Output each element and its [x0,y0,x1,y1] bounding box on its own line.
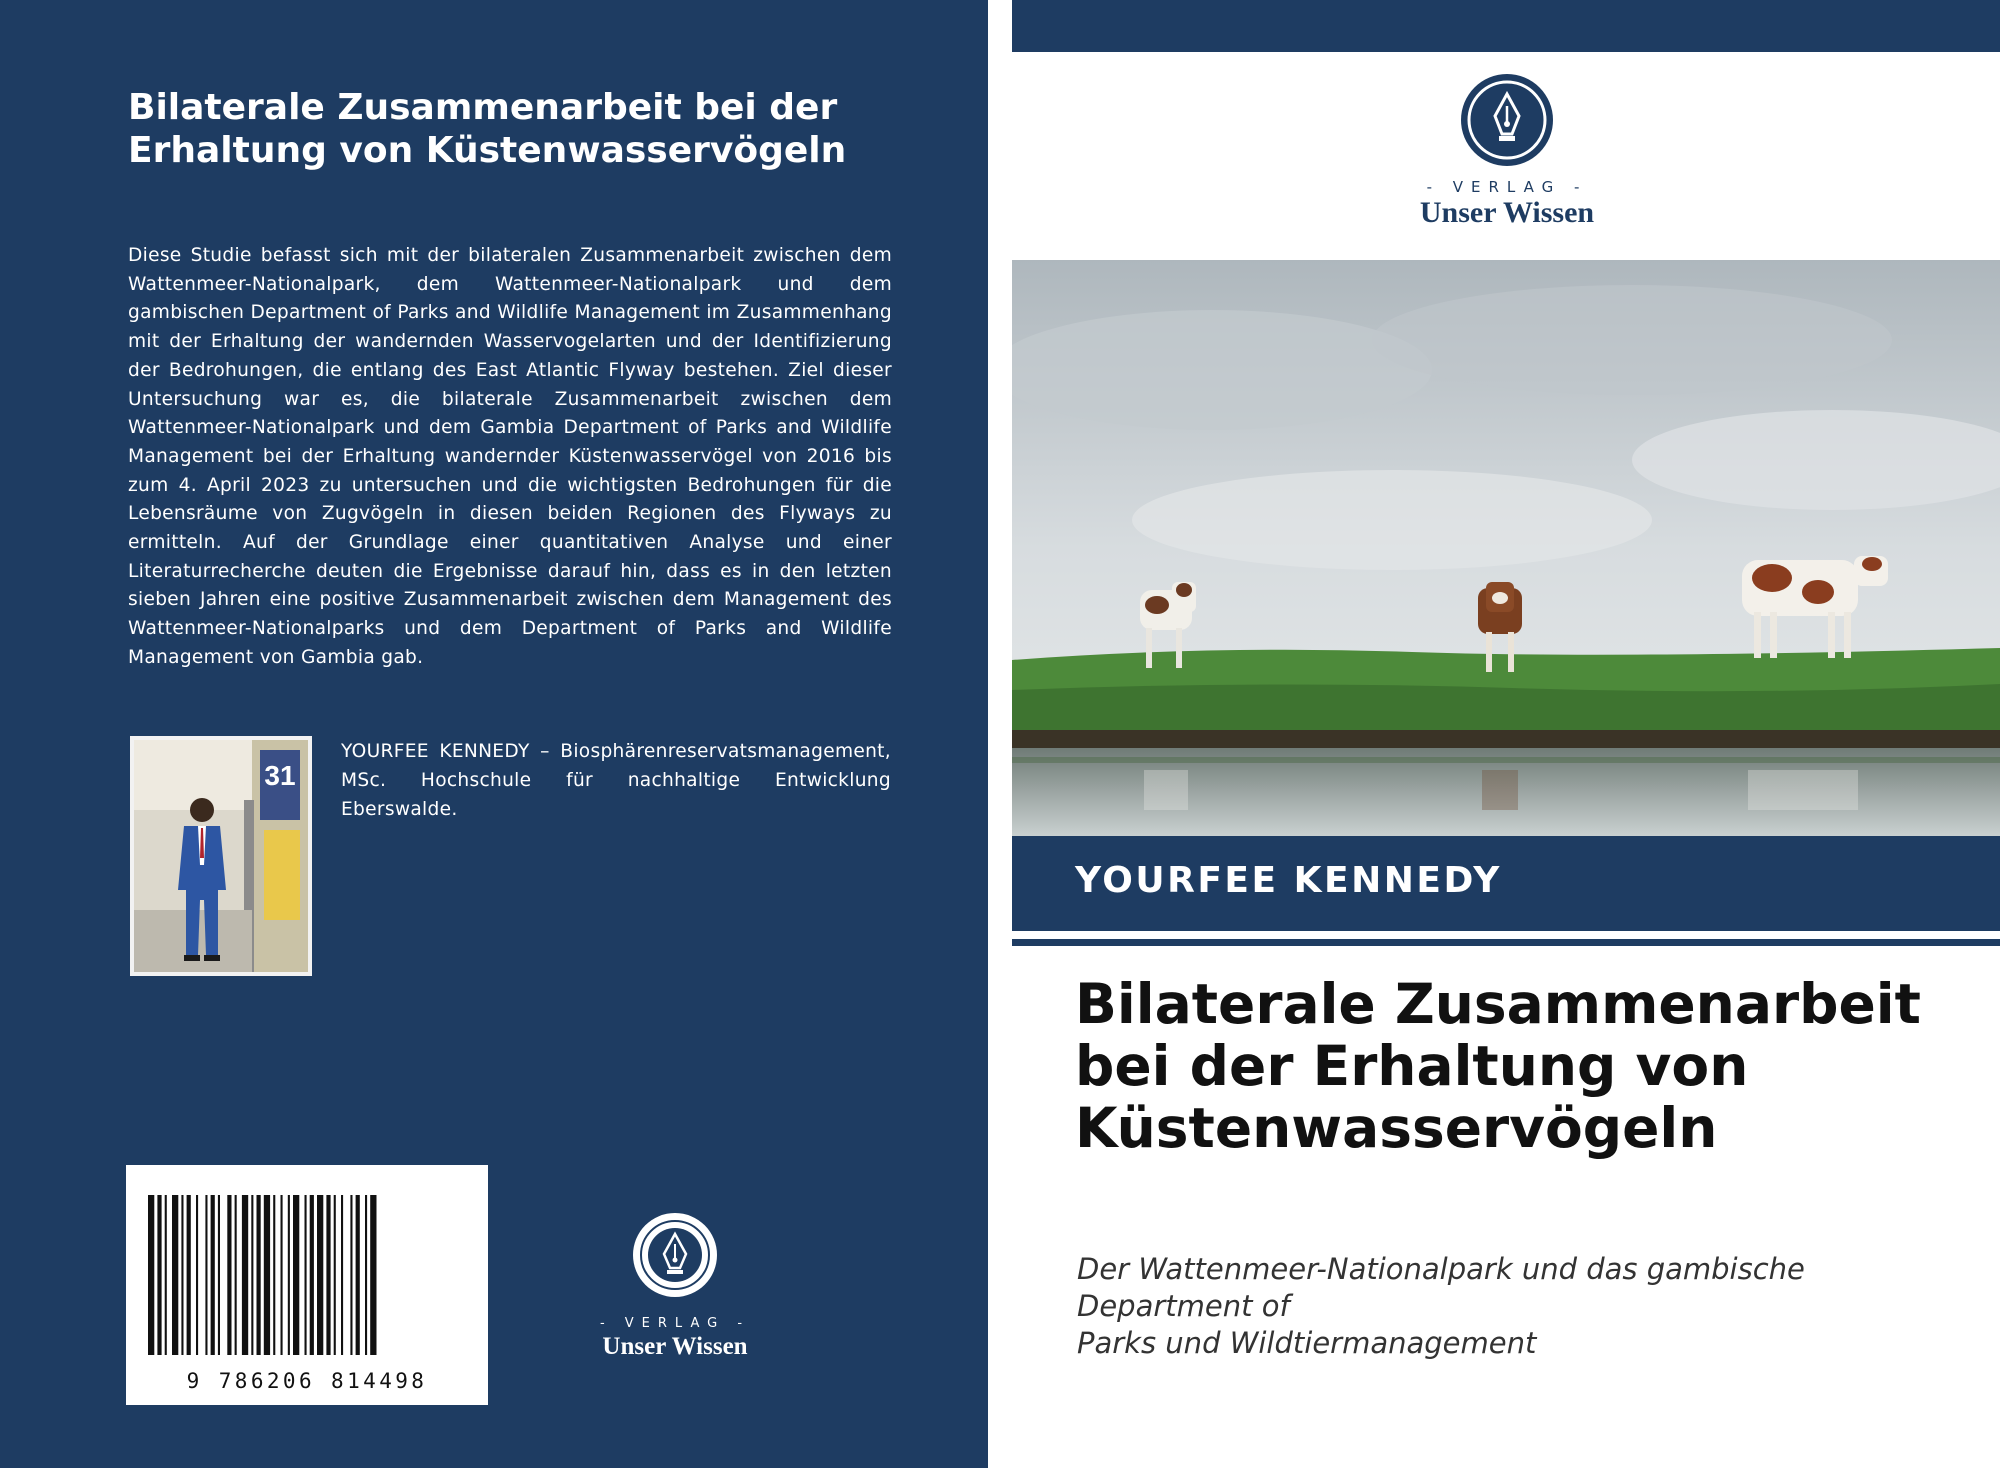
barcode-bar [172,1195,178,1355]
author-photo-image [134,740,308,972]
divider-rule [1012,939,2000,946]
subtitle-line: Der Wattenmeer-Nationalpark und das gambische [1077,1252,1805,1286]
author-bio: YOURFEE KENNEDY – Biosphärenreservatsmanagement, MSc. Hochschule für nachhaltige Entwicklung Eberswalde. [341,741,891,820]
barcode-bar [251,1195,253,1355]
front-top-bar [1012,0,2000,52]
barcode-bar [310,1195,314,1355]
barcode-bar [148,1195,154,1355]
back-logo-name: Unser Wissen [602,1333,748,1360]
front-cover [1012,0,2000,1468]
barcode-bar [227,1195,231,1355]
barcode-bar [211,1195,215,1355]
barcode-bar [205,1195,207,1355]
barcode-bar [242,1195,248,1355]
barcode-bar [196,1195,198,1355]
isbn-digits: 9 786206 814498 [186,1369,428,1393]
subtitle-line: Parks und Wildtiermanagement [1077,1326,1537,1360]
barcode-bar [365,1195,367,1355]
back-logo-verlag: - VERLAG - [599,1316,751,1331]
front-author-name: YOURFEE KENNEDY [1075,860,1502,901]
back-cover-blurb: Diese Studie befasst sich mit der bilateralen Zusammenarbeit zwischen dem Wattenmeer-Nationalpark, dem Wattenmeer-Nationalpark und dem gambischen Department of Parks and Wildlife Management im Zusammenhang mit der Erhaltung der wandernden Wasservogelarten und der Identifizierung der Bedrohungen, die entlang des East Atlantic Flyway bestehen. Ziel dieser Untersuchung war es, die bilaterale Zusammenarbeit zwischen dem Wattenmeer-Nationalpark und dem Gambia Department of Parks and Wildlife Management bei der Erhaltung wandernder Küstenwasservögel von 2016 bis zum 4. April 2023 zu untersuchen und die wichtigsten Bedrohungen für die Lebensräume von Zugvögeln in diesen beiden Regionen des Flyways zu ermitteln. Auf der Grundlage einer quantitativen Analyse und einer Literaturrecherche deuten die Ergebnisse darauf hin, dass es in den letzten sieben Jahren eine positive Zusammenarbeit zwischen dem Management des Wattenmeer-Nationalparks und dem Department of Parks and Wildlife Management von Gambia gab. [128,245,892,668]
barcode-bar [293,1195,299,1355]
front-logo-verlag: - VERLAG - [1426,178,1588,196]
barcode-bar [273,1195,275,1355]
barcode-bar [157,1195,161,1355]
cover-photo [1012,260,2000,836]
barcode-bar [334,1195,336,1355]
barcode-bars [126,1165,488,1365]
barcode-bar [317,1195,323,1355]
barcode-bar [305,1195,307,1355]
barcode-bar [288,1195,290,1355]
barcode-bar [235,1195,237,1355]
barcode-bar [165,1195,167,1355]
barcode-bar [264,1195,270,1355]
barcode-bar [257,1195,261,1355]
barcode-bar [281,1195,283,1355]
back-cover-title: Bilaterale Zusammenarbeit bei der Erhaltung von Küstenwasservögeln [128,87,847,171]
pen-nib-icon [630,1210,720,1300]
subtitle-line: Department of [1077,1289,1290,1323]
barcode-bar [187,1195,191,1355]
barcode-bar [370,1195,376,1355]
front-cover-title: Bilaterale Zusammenarbeit bei der Erhaltung von Küstenwasservögeln [1075,972,1921,1160]
back-publisher-logo [575,1210,775,1360]
barcode-bar [218,1195,220,1355]
front-cover-subtitle [1077,1251,1957,1362]
barcode-bar [326,1195,330,1355]
front-publisher-logo [1382,72,1632,232]
barcode-bar [350,1195,352,1355]
barcode-bar [356,1195,360,1355]
isbn-barcode [126,1165,488,1405]
barcode-bar [341,1195,343,1355]
svg-text:31: 31 [264,760,296,791]
pen-nib-icon [1459,72,1555,168]
back-cover [0,0,988,1468]
front-logo-name: Unser Wissen [1419,196,1595,229]
barcode-bar [181,1195,183,1355]
cows-by-water-image [1012,260,2000,836]
author-photo [130,736,312,976]
